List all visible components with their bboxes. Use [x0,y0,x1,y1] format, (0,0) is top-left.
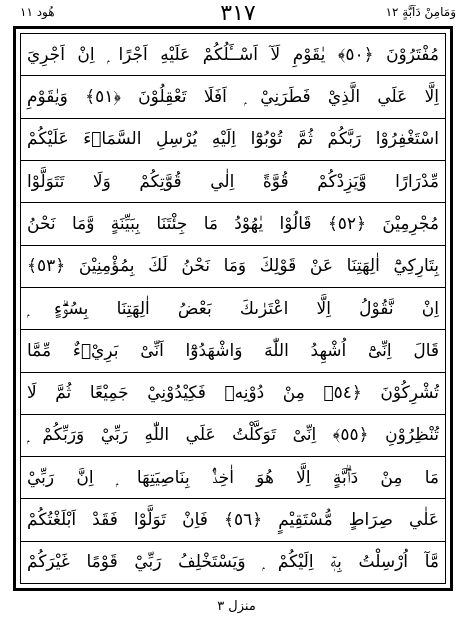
line-text: تُنْظِرُوْنِ ﴿٥٥﴾ اِنِّىْ تَوَكَّلْتُ عَلَي اللّٰهِ رَبِّيْ وَرَبِّكُمْ ۭ [27,425,440,446]
juz-name: وَمَامِنْ دَآبَّةٍ ١٢ [385,5,456,19]
text-line [21,499,445,541]
text-line [21,34,445,76]
text-line [21,330,445,372]
text-lines [21,34,445,583]
line-text: اسْتَغْفِرُوْا رَبَّكُمْ ثُمَّ تُوْبُوْٓا اِلَيْهِ يُرْسِلِ السَّمَاۗءَ عَلَيْكُمْ [27,129,439,150]
line-text: عَلٰي صِرَاطٍ مُّسْتَقِيْمٍ ﴿٥٦﴾ فَاِنْ تَوَلَّوْا فَقَدْ اَبْلَغْتُكُمْ [27,510,439,531]
surah-name: هُود ١١ [20,5,55,19]
page-number: ٣١٧ [220,1,256,26]
line-text: مُجْرِمِيْنَ ﴿٥٢﴾ قَالُوْا يٰهُوْدُ مَا جِئْتَنَا بِبَيِّنَةٍ وَّمَا نَحْنُ [27,213,439,234]
page-border [13,26,453,591]
line-text: بِتَارِكِيْٓ اٰلِهَتِنَا عَنْ قَوْلِكَ وَمَا نَحْنُ لَكَ بِمُؤْمِنِيْنَ ﴿٥٣﴾ [27,256,439,277]
text-line [21,373,445,415]
text-line [21,415,445,457]
line-text: مِّدْرَارًا وَّيَزِدْكُمْ قُوَّةً اِلٰي قُوَّتِكُمْ وَلَا تَتَوَلَّوْا [27,171,439,192]
text-frame [20,33,446,584]
page-header [20,3,456,25]
text-line [21,161,445,203]
line-text: قَالَ اِنِّىْٓ اُشْهِدُ اللّٰهَ وَاشْهَدُوْٓا اَنِّىْ بَرِيْۗءٌ مِّمَّا [27,340,439,361]
text-line [21,76,445,118]
line-text: مُفْتَرُوْنَ ﴿٥٠﴾ يٰقَوْمِ لَآ اَسْــَٔلُكُمْ عَلَيْهِ اَجْرًا ۭ اِنْ اَجْرِيَ [27,44,439,65]
line-text: اِلَّا عَلَي الَّذِيْ فَطَرَنِيْ ۭ اَفَلَا تَعْقِلُوْنَ ﴿٥١﴾ وَيٰقَوْمِ [27,86,439,107]
line-text: مَا مِنْ دَاۗبَّةٍ اِلَّا هُوَ اٰخِذٌۢ بِنَاصِيَتِهَا ۭ اِنَّ رَبِّيْ [27,467,439,488]
manzil-marker: منزل ٣ [217,599,256,614]
text-line [21,542,445,583]
text-line [21,288,445,330]
line-text: مَّآ اُرْسِلْتُ بِهٖٓ اِلَيْكُمْ ۭ وَيَسْتَخْلِفُ رَبِّيْ قَوْمًا غَيْرَكُمْ [27,552,439,573]
line-text: اِنْ نَّقُوْلُ اِلَّا اعْتَرٰىكَ بَعْضُ اٰلِهَتِنَا بِسُوْۗءٍ ۭ [27,298,439,319]
line-text: تُشْرِكُوْنَ ﴿٥٤﴾ مِنْ دُوْنِهٖ فَكِيْدُوْنِيْ جَمِيْعًا ثُمَّ لَا [27,383,439,404]
text-line [21,203,445,245]
text-line [21,246,445,288]
text-line [21,457,445,499]
text-line [21,119,445,161]
